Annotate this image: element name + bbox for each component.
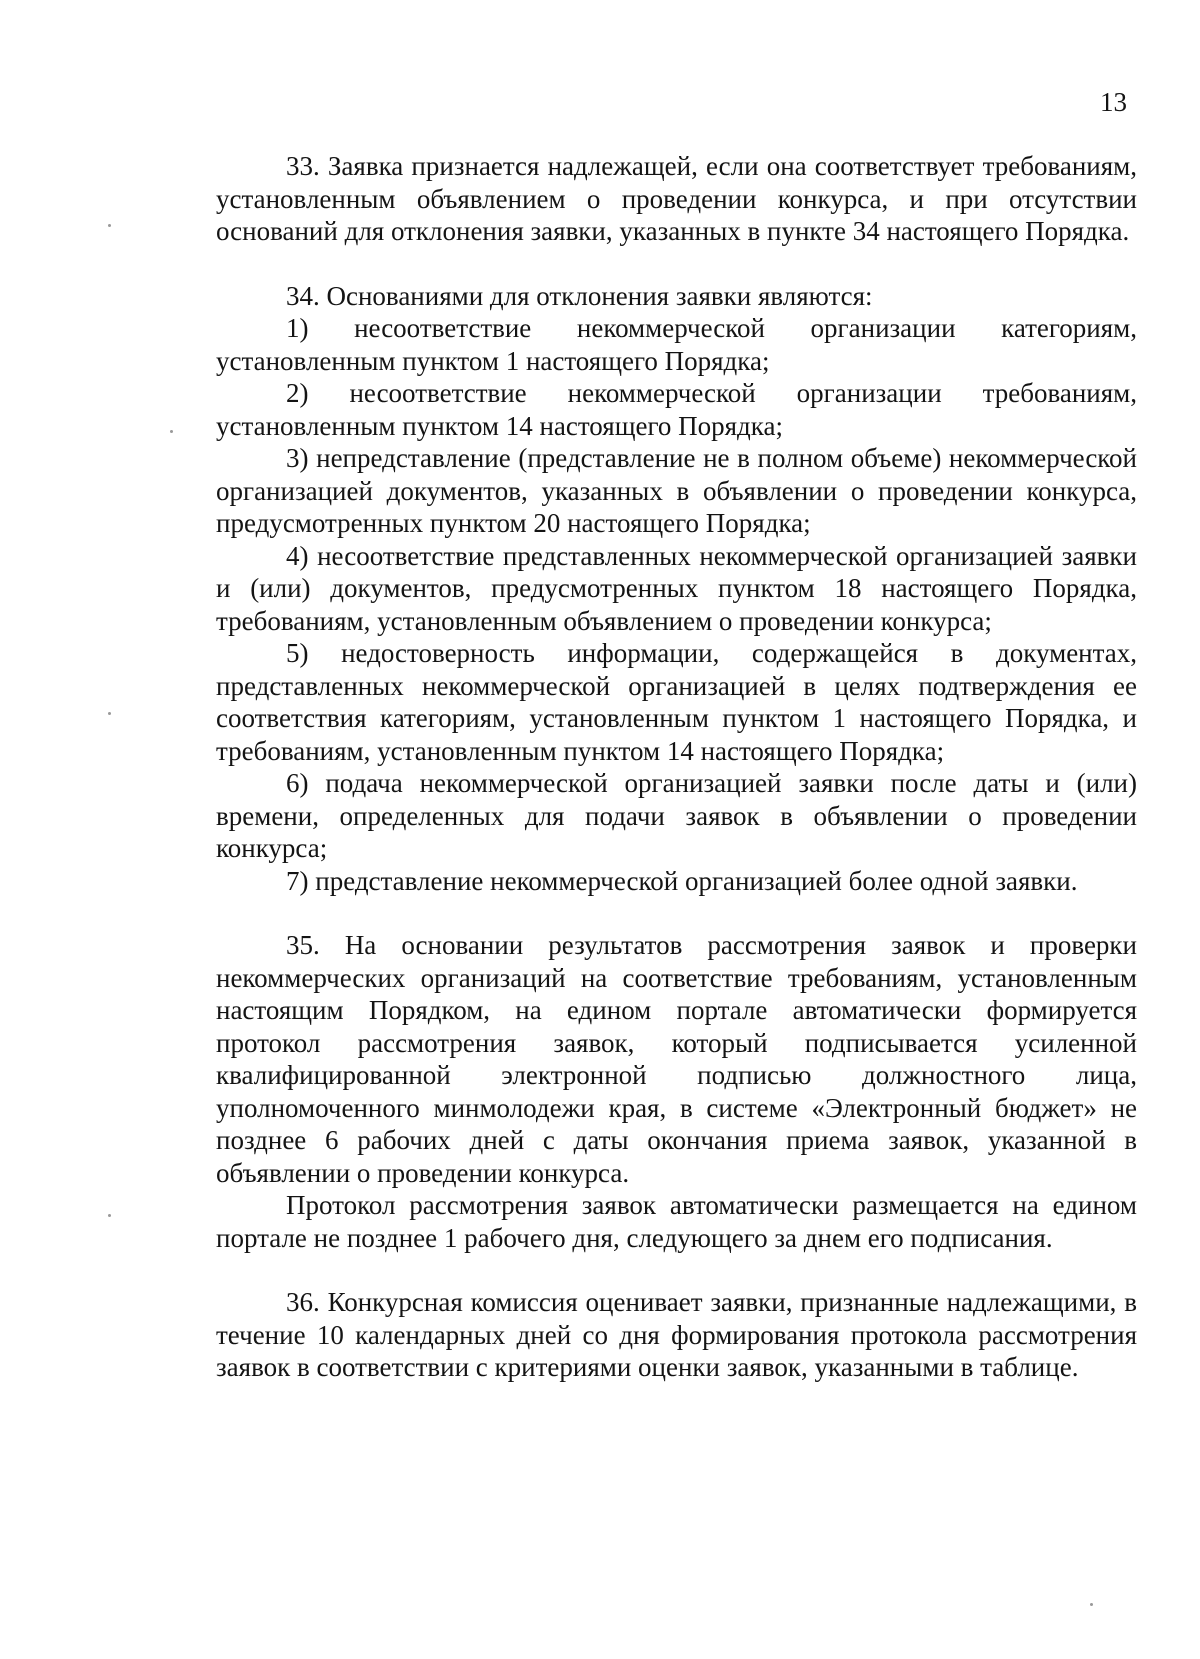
list-item: 6) подача некоммерческой организацией заявки после даты и (или) времени, определенных для подачи заявок в объявлении о проведении конкурса; bbox=[216, 768, 1137, 863]
scan-speck bbox=[1090, 1603, 1093, 1606]
list-item: 2) несоответствие некоммерческой организации требованиям, установленным пунктом 14 настоящего Порядка; bbox=[216, 378, 1137, 441]
scan-speck bbox=[108, 712, 111, 715]
paragraph: Протокол рассмотрения заявок автоматически размещается на едином портале не позднее 1 рабочего дня, следующего за днем его подписания. bbox=[216, 1190, 1137, 1253]
scan-speck bbox=[170, 430, 173, 433]
list-item: 5) недостоверность информации, содержащейся в документах, представленных некоммерческой организацией в целях подтверждения ее соответствия категориям, установленным пунктом 1 настоящего Порядка, и требованиям, установленным пунктом 14 настоящего Порядка; bbox=[216, 638, 1137, 766]
document-body bbox=[216, 150, 1137, 1384]
list-item: 1) несоответствие некоммерческой организации категориям, установленным пунктом 1 настоящего Порядка; bbox=[216, 313, 1137, 376]
list-item: 7) представление некоммерческой организацией более одной заявки. bbox=[286, 865, 1078, 896]
paragraph: 36. Конкурсная комиссия оценивает заявки, признанные надлежащими, в течение 10 календарных дней со дня формирования протокола рассмотрения заявок в соответствии с критериями оценки заявок, указанными в таблице. bbox=[216, 1287, 1137, 1382]
paragraph: 33. Заявка признается надлежащей, если она соответствует требованиям, установленным объявлением о проведении конкурса, и при отсутствии оснований для отклонения заявки, указанных в пункте 34 настоящего Порядка. bbox=[216, 151, 1137, 246]
scan-speck bbox=[108, 224, 111, 227]
section-point-34 bbox=[216, 280, 1137, 898]
paragraph: 34. Основаниями для отклонения заявки являются: bbox=[286, 280, 873, 311]
list-item: 3) непредставление (представление не в полном объеме) некоммерческой организацией документов, указанных в объявлении о проведении конкурса, предусмотренных пунктом 20 настоящего Порядка; bbox=[216, 443, 1137, 538]
paragraph: 35. На основании результатов рассмотрения заявок и проверки некоммерческих организаций на соответствие требованиям, установленным настоящим Порядком, на едином портале автоматически формируется протокол рассмотрения заявок, который подписывается усиленной квалифицированной электронной подписью должностного лица, уполномоченного минмолодежи края, в системе «Электронный бюджет» не позднее 6 рабочих дней с даты окончания приема заявок, указанной в объявлении о проведении конкурса. bbox=[216, 930, 1137, 1188]
section-point-36 bbox=[216, 1286, 1137, 1384]
page-number: 13 bbox=[1100, 87, 1127, 117]
section-point-35 bbox=[216, 929, 1137, 1254]
section-point-33 bbox=[216, 150, 1137, 248]
scan-speck bbox=[108, 1214, 111, 1217]
list-item: 4) несоответствие представленных некоммерческой организацией заявки и (или) документов, предусмотренных пунктом 18 настоящего Порядка, требованиям, установленным объявлением о проведении конкурса; bbox=[216, 540, 1137, 636]
